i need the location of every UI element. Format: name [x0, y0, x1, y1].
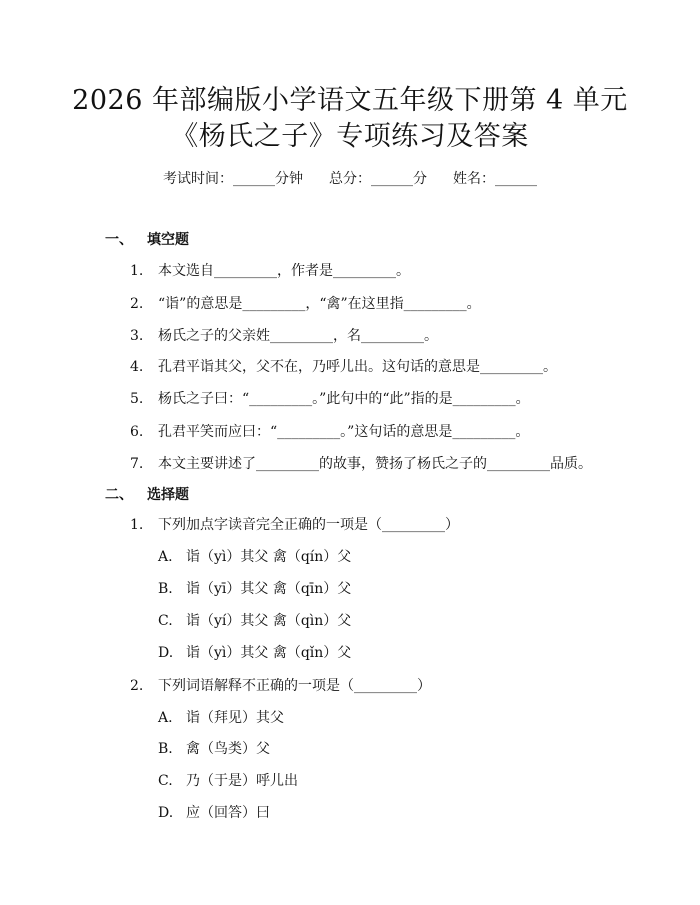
question-text: 杨氏之子的父亲姓_________，名_________。	[158, 328, 438, 344]
question-item	[130, 358, 557, 376]
option-text: 诣（yī）其父 禽（qīn）父	[186, 581, 352, 597]
option-text: 诣（yì）其父 禽（qǐn）父	[186, 645, 352, 661]
answer-option	[158, 644, 351, 662]
question-number: 1.	[130, 517, 144, 533]
answer-option	[158, 740, 270, 758]
answer-option	[158, 580, 351, 598]
question-number: 2.	[130, 296, 144, 312]
question-text: 孔君平笑而应曰：“_________。”这句话的意思是_________。	[158, 424, 530, 440]
option-text: 应（回答）曰	[186, 805, 270, 821]
section-heading-fill-blank	[105, 231, 189, 249]
section-title: 选择题	[147, 487, 189, 503]
question-item	[130, 262, 410, 280]
document-title-line1: 2026 年部编版小学语文五年级下册第 4 单元	[72, 85, 628, 116]
option-letter: C.	[158, 773, 173, 789]
answer-option	[158, 709, 284, 727]
option-letter: A.	[158, 549, 173, 565]
question-item	[130, 390, 530, 408]
question-number: 4.	[130, 359, 144, 375]
question-item	[130, 677, 431, 695]
option-text: 诣（拜见）其父	[186, 710, 284, 726]
section-number: 二、	[105, 487, 133, 503]
question-text: “诣”的意思是_________，“禽”在这里指_________。	[158, 296, 481, 312]
question-item	[130, 516, 459, 534]
question-item	[130, 423, 529, 441]
question-number: 2.	[130, 678, 144, 694]
question-text: 孔君平诣其父，父不在，乃呼儿出。这句话的意思是_________。	[158, 359, 557, 375]
exam-time-field: 考试时间：______分钟	[163, 171, 303, 187]
answer-option	[158, 612, 351, 630]
document-title-line2: 《杨氏之子》专项练习及答案	[171, 121, 529, 152]
name-field: 姓名：______	[453, 171, 537, 187]
section-title: 填空题	[147, 232, 189, 248]
option-text: 禽（鸟类）父	[186, 741, 270, 757]
option-text: 乃（于是）呼儿出	[186, 773, 298, 789]
section-number: 一、	[105, 232, 133, 248]
question-number: 5.	[130, 391, 144, 407]
question-text: 本文选自_________，作者是_________。	[158, 263, 410, 279]
option-letter: D.	[158, 645, 174, 661]
question-number: 3.	[130, 328, 144, 344]
question-text: 本文主要讲述了_________的故事，赞扬了杨氏之子的_________品质。	[158, 456, 592, 472]
option-letter: C.	[158, 613, 173, 629]
question-text: 下列加点字读音完全正确的一项是（_________）	[158, 517, 459, 533]
question-number: 1.	[130, 263, 144, 279]
option-letter: B.	[158, 741, 173, 757]
question-item	[130, 455, 592, 473]
section-heading-multiple-choice	[105, 486, 189, 504]
total-score-field: 总分：______分	[329, 171, 427, 187]
answer-option	[158, 804, 270, 822]
answer-option	[158, 772, 298, 790]
question-item	[130, 295, 481, 313]
answer-option	[158, 548, 351, 566]
option-text: 诣（yì）其父 禽（qín）父	[186, 549, 352, 565]
question-text: 下列词语解释不正确的一项是（_________）	[158, 678, 431, 694]
option-letter: B.	[158, 581, 173, 597]
question-text: 杨氏之子曰：“_________。”此句中的“此”指的是_________。	[158, 391, 530, 407]
option-text: 诣（yí）其父 禽（qìn）父	[186, 613, 352, 629]
option-letter: A.	[158, 710, 173, 726]
option-letter: D.	[158, 805, 174, 821]
exam-info-row	[0, 170, 700, 188]
question-number: 6.	[130, 424, 144, 440]
question-item	[130, 327, 438, 345]
question-number: 7.	[130, 456, 144, 472]
